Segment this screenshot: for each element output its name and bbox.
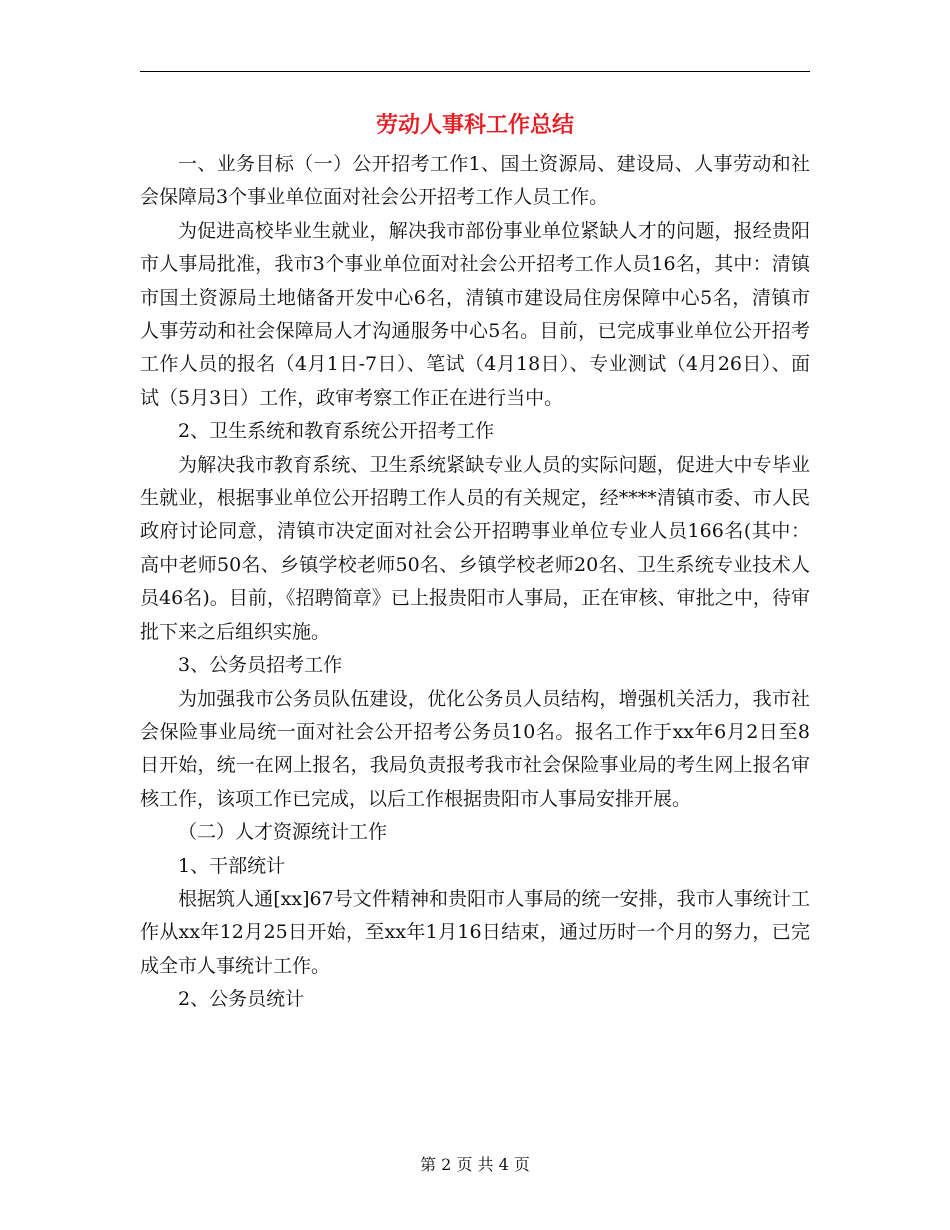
paragraph-public-exam: 为促进高校毕业生就业，解决我市部份事业单位紧缺人才的问题，报经贵阳市人事局批准，我市3个事业单位面对社会公开招考工作人员16名，其中：清镇市国土资源局土地储备开发中心6名，清镇市建设局住房保障中心5名，清镇市人事劳动和社会保障局人才沟通服务中心5名。目前，已完成事业单位公开招考工作人员的报名（4月1日-7日）、笔试（4月18日）、专业测试（4月26日）、面试（5月3日）工作，政审考察工作正在进行当中。 bbox=[140, 219, 810, 409]
page-number: 第 2 页 共 4 页 bbox=[420, 1155, 530, 1174]
header-rule bbox=[140, 71, 810, 72]
paragraph-civil-servant-exam: 为加强我市公务员队伍建设，优化公务员人员结构，增强机关活力，我市社会保险事业局统一面对社会公开招考公务员10名。报名工作于xx年6月2日至8日开始，统一在网上报名，我局负责报考我市社会保险事业局的考生网上报名审核工作，该项工作已完成，以后工作根据贵阳市人事局安排开展。 bbox=[140, 687, 810, 810]
paragraph-cadre-statistics: 根据筑人通[xx]67号文件精神和贵阳市人事局的统一安排，我市人事统计工作从xx年12月25日开始，至xx年1月16日结束，通过历时一个月的努力，已完成全市人事统计工作。 bbox=[140, 887, 810, 977]
document-body bbox=[140, 148, 810, 1017]
heading-civil-servant-exam: 3、公务员招考工作 bbox=[178, 654, 343, 677]
document-title: 劳动人事科工作总结 bbox=[375, 112, 574, 138]
heading-civil-servant-statistics: 2、公务员统计 bbox=[178, 988, 305, 1011]
heading-health-education: 2、卫生系统和教育系统公开招考工作 bbox=[178, 420, 495, 443]
paragraph-business-goal: 一、业务目标（一）公开招考工作1、国土资源局、建设局、人事劳动和社会保障局3个事业单位面对社会公开招考工作人员工作。 bbox=[140, 153, 810, 209]
heading-talent-statistics: （二）人才资源统计工作 bbox=[178, 821, 388, 844]
heading-cadre-statistics: 1、干部统计 bbox=[178, 854, 286, 877]
paragraph-health-education: 为解决我市教育系统、卫生系统紧缺专业人员的实际问题，促进大中专毕业生就业，根据事业单位公开招聘工作人员的有关规定，经****清镇市委、市人民政府讨论同意，清镇市决定面对社会公开招聘事业单位专业人员166名(其中：高中老师50名、乡镇学校老师50名、乡镇学校老师20名、卫生系统专业技术人员46名)。目前，《招聘简章》已上报贵阳市人事局，正在审核、审批之中，待审批下来之后组织实施。 bbox=[140, 453, 810, 643]
